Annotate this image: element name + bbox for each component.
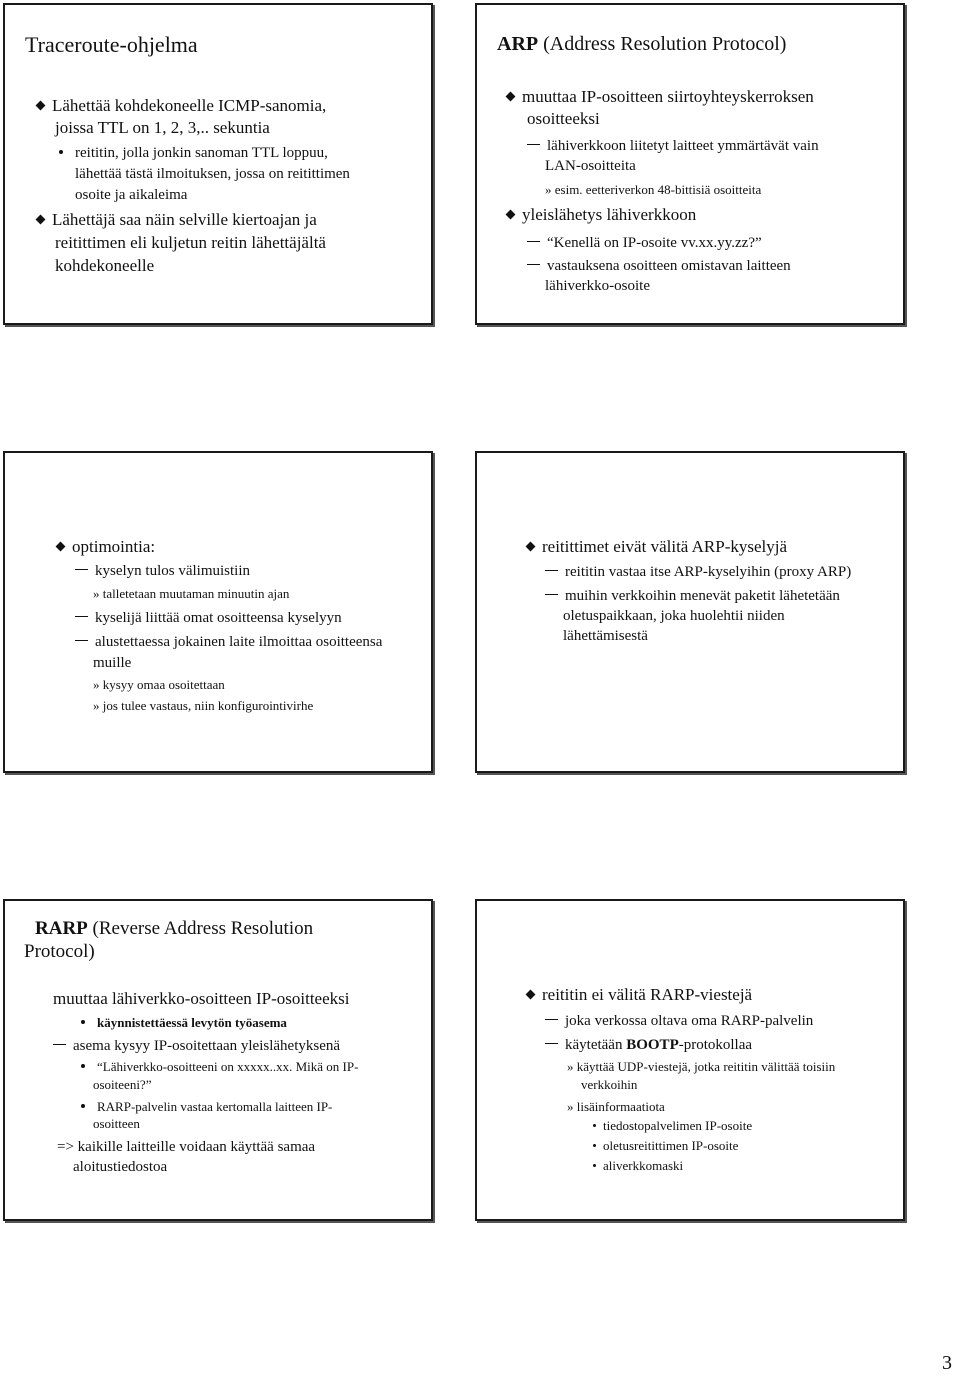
bullet-l3-cont: osoitteen: [93, 1116, 140, 1131]
bullet-l1: yleislähetys lähiverkkoon: [507, 205, 696, 225]
bullet-l1: muuttaa IP-osoitteen siirtoyhteyskerroksen: [507, 87, 814, 107]
bullet-l3-cont: osoiteeni?”: [93, 1077, 152, 1092]
bullet-l3: » talletetaan muutaman minuutin ajan: [93, 586, 290, 601]
dash-bullet-icon: [53, 1044, 66, 1045]
bullet-l1-cont: kohdekoneelle: [55, 256, 155, 275]
bullet-l1-cont: joissa TTL on 1, 2, 3,.. sekuntia: [55, 118, 270, 137]
dash-bullet-icon: [75, 569, 88, 570]
bullet-l1: muuttaa lähiverkko-osoitteen IP-osoitteeksi: [53, 989, 350, 1008]
bullet-l2-cont: lähettää tästä ilmoituksen, jossa on reitittimen: [75, 166, 350, 182]
bullet-l3: » lisäinformaatiota: [567, 1099, 665, 1114]
dot-bullet-icon: [81, 1064, 85, 1068]
dot-bullet-icon: [593, 1124, 596, 1127]
slide-title: Traceroute-ohjelma: [25, 32, 198, 57]
slide-title: RARP (Reverse Address Resolution: [35, 918, 314, 939]
bullet-l3: “Lähiverkko-osoitteeni on xxxxx..xx. Mikä on IP-: [81, 1059, 358, 1075]
bullet-l2: kyselijä liittää omat osoitteensa kyselyyn: [75, 609, 342, 627]
bullet-l2-cont: oletuspaikkaan, joka huolehtii niiden: [563, 608, 785, 624]
dot-bullet-icon: [81, 1104, 85, 1108]
bullet-l2: muihin verkkoihin menevät paketit lähetetään: [545, 587, 840, 605]
bullet-l3: » käyttää UDP-viestejä, jotka reititin välittää toisiin: [567, 1059, 836, 1074]
bullet-l2: joka verkossa oltava oma RARP-palvelin: [545, 1012, 813, 1030]
dash-bullet-icon: [75, 640, 88, 641]
dash-bullet-icon: [527, 144, 540, 145]
slide-title-cont: Protocol): [24, 941, 95, 962]
slide-arp: [475, 3, 905, 325]
bullet-l2: reititin, jolla jonkin sanoman TTL loppuu,: [59, 144, 328, 162]
slide-title: ARP (Address Resolution Protocol): [497, 33, 787, 55]
dash-bullet-icon: [527, 241, 540, 242]
bullet-l2: käynnistettäessä levytön työasema: [81, 1015, 287, 1031]
slide-traceroute: [3, 3, 433, 325]
dot-bullet-icon: [81, 1020, 85, 1024]
diamond-bullet-icon: [56, 542, 66, 552]
bullet-l4: aliverkkomaski: [593, 1158, 683, 1174]
bullet-l3: RARP-palvelin vastaa kertomalla laitteen IP-: [81, 1099, 332, 1115]
bullet-l1: Lähettää kohdekoneelle ICMP-sanomia,: [37, 96, 326, 116]
slide-optimointia: [3, 451, 433, 773]
page-number: 3: [942, 1352, 952, 1374]
bullet-l4: oletusreitittimen IP-osoite: [593, 1138, 738, 1154]
bullet-l2: asema kysyy IP-osoitettaan yleislähetyksenä: [53, 1037, 340, 1055]
bullet-l1: reitittimet eivät välitä ARP-kyselyjä: [527, 537, 787, 557]
bullet-l2: vastauksena osoitteen omistavan laitteen: [527, 257, 791, 275]
bullet-l2: käytetään BOOTP-protokollaa: [545, 1036, 752, 1054]
bullet-l3: » esim. eetteriverkon 48-bittisiä osoitteita: [545, 182, 762, 197]
dash-bullet-icon: [527, 264, 540, 265]
bullet-l2: reititin vastaa itse ARP-kyselyihin (proxy ARP): [545, 563, 851, 581]
bullet-l1: Lähettäjä saa näin selville kiertoajan ja: [37, 210, 317, 230]
diamond-bullet-icon: [526, 990, 536, 1000]
dash-bullet-icon: [545, 570, 558, 571]
bullet-l1: optimointia:: [57, 537, 155, 557]
result-line-cont: aloitustiedostoa: [73, 1159, 168, 1175]
dash-bullet-icon: [75, 616, 88, 617]
bullet-l2: alustettaessa jokainen laite ilmoittaa osoitteensa: [75, 633, 382, 651]
bootp-term: BOOTP: [626, 1037, 679, 1053]
bullet-l1-cont: reitittimen eli kuljetun reitin lähettäjältä: [55, 233, 326, 252]
result-line: => kaikille laitteille voidaan käyttää samaa: [57, 1139, 316, 1155]
bullet-l3: » jos tulee vastaus, niin konfigurointivirhe: [93, 698, 314, 713]
diamond-bullet-icon: [36, 101, 46, 111]
bullet-l2-cont: muille: [93, 655, 132, 671]
dot-bullet-icon: [593, 1144, 596, 1147]
dot-bullet-icon: [593, 1164, 596, 1167]
slide-rarp-bootp: [475, 899, 905, 1221]
dash-bullet-icon: [545, 1019, 558, 1020]
dash-bullet-icon: [545, 1043, 558, 1044]
bullet-l3: » kysyy omaa osoitettaan: [93, 677, 225, 692]
slide-arp-routers: [475, 451, 905, 773]
dash-bullet-icon: [545, 594, 558, 595]
bullet-l2: lähiverkkoon liitetyt laitteet ymmärtävät vain: [527, 137, 819, 155]
bullet-l4: tiedostopalvelimen IP-osoite: [593, 1118, 752, 1134]
dot-bullet-icon: [59, 150, 63, 154]
slide-rarp: [3, 899, 433, 1221]
bullet-l2: “Kenellä on IP-osoite vv.xx.yy.zz?”: [527, 234, 762, 252]
diamond-bullet-icon: [36, 215, 46, 225]
diamond-bullet-icon: [526, 542, 536, 552]
bullet-l1-cont: osoitteeksi: [527, 109, 600, 128]
bullet-l2-cont: lähettämisestä: [563, 628, 648, 644]
diamond-bullet-icon: [506, 92, 516, 102]
diamond-bullet-icon: [506, 210, 516, 220]
bullet-l1: reititin ei välitä RARP-viestejä: [527, 985, 752, 1005]
bullet-l2: kyselyn tulos välimuistiin: [75, 562, 250, 580]
bullet-l2-cont: osoite ja aikaleima: [75, 187, 188, 203]
bullet-l2-cont: lähiverkko-osoite: [545, 278, 650, 294]
bullet-l3-cont: verkkoihin: [581, 1077, 638, 1092]
bullet-l2-cont: LAN-osoitteita: [545, 158, 636, 174]
